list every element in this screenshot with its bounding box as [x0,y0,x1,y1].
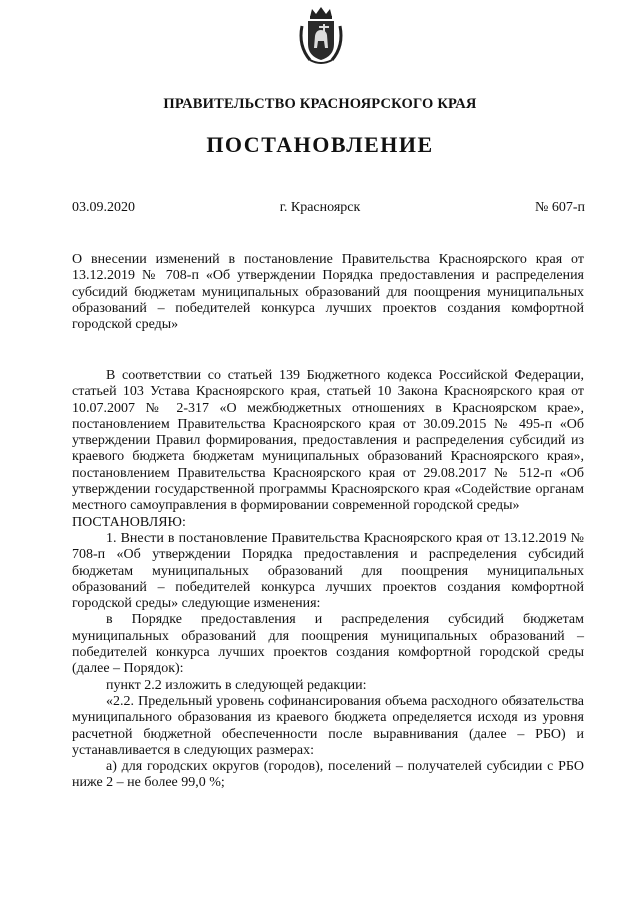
document-type-title: ПОСТАНОВЛЕНИЕ [206,132,434,157]
decree-word: ПОСТАНОВЛЯЮ: [72,514,186,530]
krasnoyarsk-coat-of-arms-icon [296,4,346,68]
clause-a-paragraph: а) для городских округов (городов), поселений – получателей субсидии с РБО ниже 2 – не более 99,0 %; [72,759,584,791]
clause-2-2-paragraph: «2.2. Предельный уровень софинансирования объема расходного обязательства муниципального образования из краевого бюджета определяется исходя из уровня расчетной бюджетной обеспеченности после выравнивания (далее – РБО) и устанавливается в следующих размерах: [72,693,584,758]
document-body [72,368,584,792]
item-1-sub-paragraph: в Порядке предоставления и распределения субсидий бюджетам муниципальных образований для поощрения муниципальных образований – победителей конкурса лучших проектов создания комфортной городской среды (далее – Порядок): [72,612,584,677]
document-number: № 607-п [534,200,585,215]
item-1-paragraph: 1. Внести в постановление Правительства Красноярского края от 13.12.2019 № 708-п «Об утверждении Порядка предоставления и распределения субсидий бюджетам муниципальных образований для поощрения муниципальных образований – победителей конкурса лучших проектов создания комфортной городской среды» следующие изменения: [72,530,584,612]
preamble-paragraph: В соответствии со статьей 139 Бюджетного кодекса Российской Федерации, статьей 103 Устава Красноярского края, статьей 10 Закона Красноярского края от 10.07.2007 № 2-317 «О межбюджетных отношениях в Красноярском крае», постановлением Правительства Красноярского края от 30.09.2015 № 495-п «Об утверждении Правил формирования, предоставления и распределения субсидий из краевого бюджета бюджетам муниципальных образований Красноярского края», постановлением Правительства Красноярского края от 29.08.2017 № 512-п «Об утверждении государственной программы Красноярского края «Содействие органам местного самоуправления в формировании современной городской среды» [72,368,584,514]
clause-intro-paragraph: пункт 2.2 изложить в следующей редакции: [106,677,367,693]
document-date: 03.09.2020 [72,200,135,215]
document-subject: О внесении изменений в постановление Правительства Красноярского края от 13.12.2019 № 708-п «Об утверждении Порядка предоставления и распределения субсидий бюджетам муниципальных образований для поощрения муниципальных образований – победителей конкурса лучших проектов создания комфортной городской среды» [72,252,584,333]
document-city: г. Красноярск [279,200,361,215]
government-title: ПРАВИТЕЛЬСТВО КРАСНОЯРСКОГО КРАЯ [163,96,477,112]
